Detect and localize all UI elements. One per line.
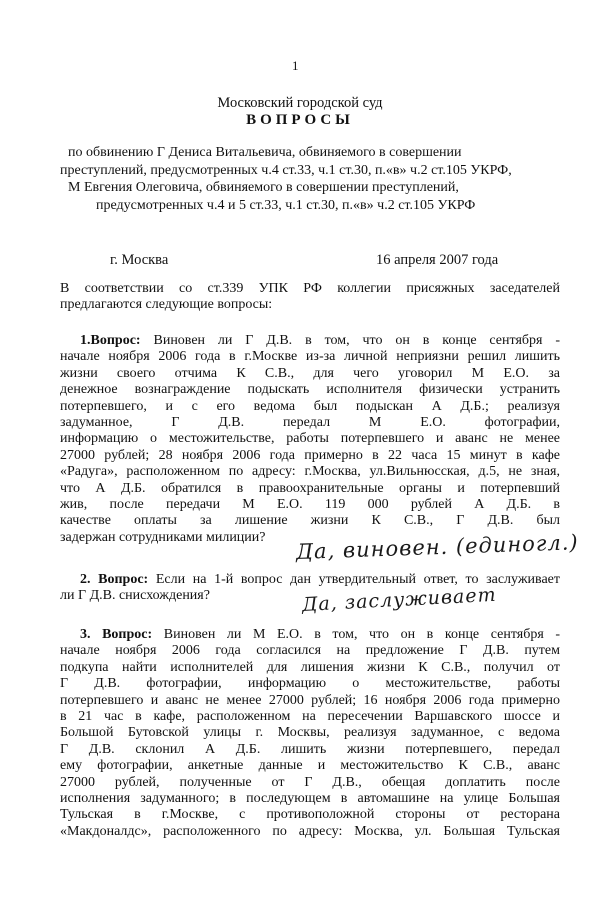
question-1-line: Виновен ли Г Д.В. в том, что он в конце сентября - xyxy=(153,333,561,348)
intro-paragraph xyxy=(60,281,560,314)
question-3-line: подкупа найти исполнителей для лишения жизни К С.В., получил от xyxy=(60,659,560,675)
question-3-line: 27000 рублей, полученные от Г Д.В., обещая доплатить после xyxy=(60,774,560,790)
question-1-line: задуманное, Г Д.В. передал М Е.О. фотографии, xyxy=(60,415,560,431)
question-3-line: Тульская в г.Москве, с противоположной стороны от ресторана xyxy=(60,807,560,823)
question-2-label: 2. Вопрос: xyxy=(80,572,149,587)
question-3-label: 3. Вопрос: xyxy=(80,627,153,642)
question-1-line: жив, после передачи М Е.О. 119 000 рублей А Д.Б. в xyxy=(60,497,560,513)
question-3-line: Г Д.В. фотографии, информацию о местожительстве, работы xyxy=(60,676,560,692)
question-1-line: начале ноября 2006 года в г.Москве из-за личной неприязни решил лишить xyxy=(60,349,560,365)
question-3-line: «Макдоналдс», расположенного по адресу: Москва, ул. Большая Тульская xyxy=(60,823,560,839)
question-3-line: Виновен ли М Е.О. в том, что он в конце сентября - xyxy=(163,627,560,642)
question-3-line: Большой Бутовской улицы г. Москвы, реализуя задуманное, с ведома xyxy=(60,725,560,741)
intro-line: В соответствии со ст.339 УПК РФ коллегии присяжных заседателей xyxy=(60,281,560,296)
header-line: предусмотренных ч.4 и 5 ст.33, ч.1 ст.30, п.«в» ч.2 ст.105 УКРФ xyxy=(96,197,476,213)
question-3-line: ему фотографии, анкетные данные и местожительство К С.В., аванс xyxy=(60,758,560,774)
question-2-line: Если на 1-й вопрос дан утвердительный ответ, то заслуживает xyxy=(155,572,560,587)
date: 16 апреля 2007 года xyxy=(376,252,499,268)
question-1-line: что А Д.Б. обратился в правоохранительные органы и потерпевший xyxy=(60,480,560,496)
document-title: ВОПРОСЫ xyxy=(246,112,354,128)
charge-header xyxy=(60,144,560,214)
question-3-line: в 21 час в кафе, расположенном на пересечении Варшавского шоссе и xyxy=(60,709,560,725)
question-1 xyxy=(60,333,560,546)
intro-line: предлагаются следующие вопросы: xyxy=(60,297,273,313)
question-3-line: начале ноября 2006 года согласился на предложение Г Д.В. путем xyxy=(60,643,560,659)
question-1-line: «Радуга», расположенном по адресу: г.Москва, ул.Вильнюсская, д.5, не зная, xyxy=(60,464,560,480)
question-3 xyxy=(60,627,560,840)
header-line: преступлений, предусмотренных ч.4 ст.33, ч.1 ст.30, п.«в» ч.2 ст.105 УКРФ, xyxy=(60,162,512,178)
question-1-line: качестве оплаты за лишение жизни К С.В., Г Д.В. был xyxy=(60,513,560,529)
question-1-line: денежное вознаграждение подыскать исполнителя физически устранить xyxy=(60,382,560,398)
question-1-line: информацию о местожительстве, работы потерпевшего и аванс не менее xyxy=(60,431,560,447)
question-3-line: потерпевшего и аванс не менее 27000 рублей; 16 ноября 2006 года примерно xyxy=(60,692,560,708)
question-1-line: 27000 рублей; 28 ноября 2006 года примерно в 22 часа 15 минут в кафе xyxy=(60,447,560,463)
court-name: Московский городской суд xyxy=(217,95,383,111)
question-1-line: жизни своего отчима К С.В., для чего уговорил М Е.О. за xyxy=(60,365,560,381)
page-number: 1 xyxy=(292,58,299,73)
header-line: по обвинению Г Дениса Витальевича, обвиняемого в совершении xyxy=(68,145,462,160)
question-3-line: исполнения задуманного; в последующем в автомашине на улице Большая xyxy=(60,791,560,807)
question-1-label: 1.Вопрос: xyxy=(80,333,141,348)
question-3-line: Г Д.В. склонил А Д.Б. лишить жизни потерпевшего, передал xyxy=(60,741,560,757)
header-line: М Евгения Олеговича, обвиняемого в совершении преступлений, xyxy=(68,180,459,195)
question-1-line: задержан сотрудниками милиции? xyxy=(60,529,266,545)
handwritten-answer-1: Да, виновен. (единогл.) xyxy=(295,530,580,564)
question-1-line: потерпевшего, и с его ведома был подыскан А Д.Б.; реализуя xyxy=(60,398,560,414)
city: г. Москва xyxy=(110,252,169,268)
handwritten-answer-2: Да, заслуживает xyxy=(301,583,498,616)
question-2-line: ли Г Д.В. снисхождения? xyxy=(60,588,210,604)
